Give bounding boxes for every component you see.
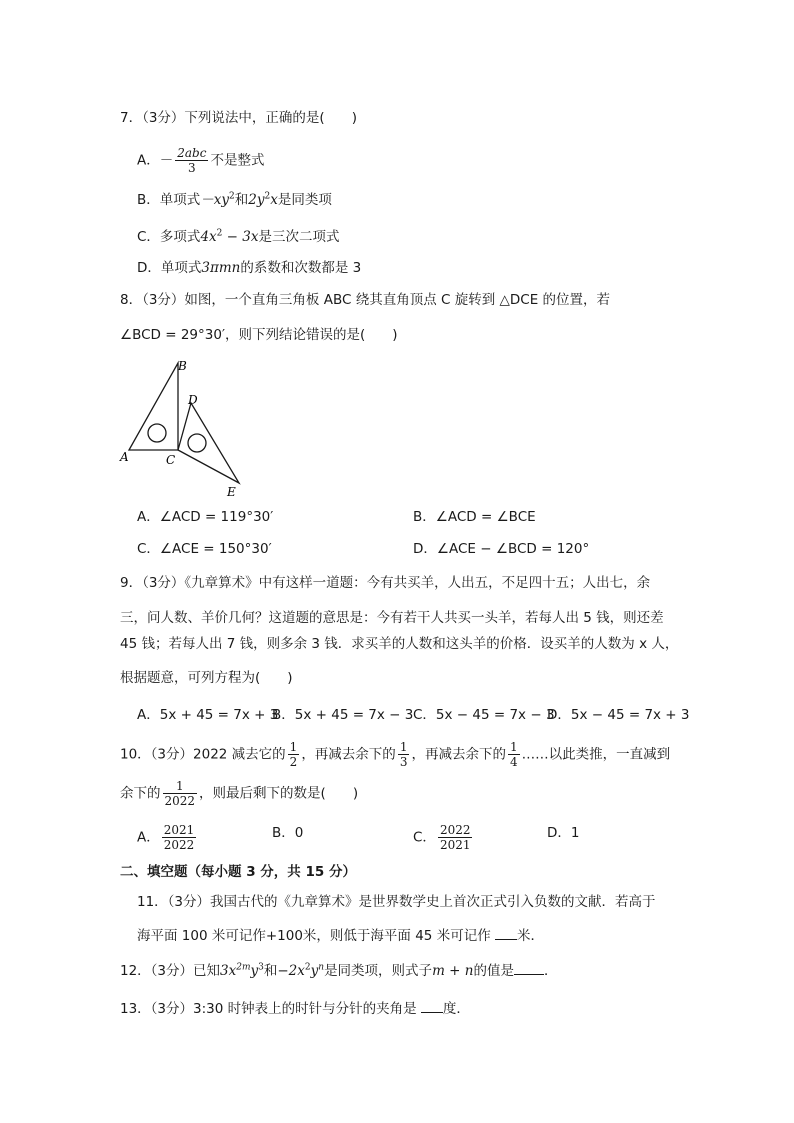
q7-d-text: D．单项式 xyxy=(137,260,202,276)
q7-c-minus: − 3x xyxy=(222,229,259,245)
q10-c-fraction xyxy=(438,823,473,852)
q10-f2-den: 3 xyxy=(399,755,408,769)
q10-text1: 10．（3分）2022 减去它的 xyxy=(120,746,286,763)
q11-answer-blank[interactable] xyxy=(495,925,517,940)
q10-f1-num: 1 xyxy=(289,740,298,754)
q8-stem-line1: 8．（3分）如图，一个直角三角板 ABC 绕其直角顶点 C 旋转到 △DCE 的位置，若 xyxy=(120,292,611,308)
q10-option-c xyxy=(413,823,474,852)
q10-line1 xyxy=(120,740,670,769)
q7-option-d xyxy=(137,258,361,278)
q11-text: 海平面 100 米可记作+100米，则低于海平面 45 米可记作 xyxy=(137,928,491,944)
q8-option-c: C．∠ACE = 150°30′ xyxy=(137,541,272,557)
q10-frac-1-2022 xyxy=(163,779,198,808)
q8-option-a: A．∠ACD = 119°30′ xyxy=(137,509,274,525)
triangle-abc xyxy=(129,363,178,450)
label-b: B xyxy=(178,359,187,373)
q10-option-d: D．1 xyxy=(547,825,580,841)
q7-option-b xyxy=(137,190,332,210)
q7-b-tail: 是同类项 xyxy=(277,192,332,208)
label-a: A xyxy=(120,450,129,464)
q10-text4: ……以此类推，一直减到 xyxy=(521,746,671,763)
q7-a-label: A． xyxy=(137,152,160,169)
q10-text2: ，再减去余下的 xyxy=(301,746,396,763)
q12-expr2-exp: 2 xyxy=(304,962,311,973)
q10-c-label: C． xyxy=(413,829,436,846)
q12-expr2-y: y xyxy=(310,963,319,979)
q12-answer-blank[interactable] xyxy=(514,960,544,975)
q12-expr1-y-exp: 3 xyxy=(258,962,264,973)
q10-c-num: 2022 xyxy=(439,823,471,837)
q10-option-a xyxy=(137,823,198,852)
q12-expr2-y-exp: n xyxy=(318,962,325,973)
q9-line2: 三，问人数、羊价几何？这道题的意思是：今有若干人共买一头羊，若每人出 5 钱，则还差 xyxy=(120,610,664,626)
q10-f3-num: 1 xyxy=(509,740,518,754)
q12-text1: 12．（3分）已知 xyxy=(120,963,221,979)
q13-text1: 13．（3分）3:30 时钟表上的时针与分针的夹角是 xyxy=(120,1001,417,1017)
q10-f4-num: 1 xyxy=(163,779,198,794)
q11-line2 xyxy=(137,925,544,946)
q10-frac-third xyxy=(398,740,410,769)
q7-a-neg: － xyxy=(159,152,174,169)
q7-d-tail: 的系数和次数都是 3 xyxy=(240,260,362,276)
q10-a-den: 2022 xyxy=(163,838,195,852)
q9-line1: 9．（3分）《九章算术》中有这样一道题：今有共买羊，人出五，不足四十五；人出七，余 xyxy=(120,575,651,591)
q12-expr1-exp: 2m xyxy=(236,962,251,973)
q7-a-fraction xyxy=(175,146,208,175)
q7-stem: 7．（3分）下列说法中，正确的是( ) xyxy=(120,110,357,126)
label-d: D xyxy=(188,393,198,407)
q10-frac-quarter xyxy=(508,740,520,769)
q7-b-expr2: 2y xyxy=(248,192,265,208)
q10-text6: ，则最后剩下的数是( ) xyxy=(199,785,359,802)
q11-line1: 11．（3分）我国古代的《九章算术》是世界数学史上首次正式引入负数的文献．若高于 xyxy=(137,894,656,910)
q9-option-d: D．5x − 45 = 7x + 3 xyxy=(547,707,690,723)
q7-c-text: C．多项式 xyxy=(137,229,201,245)
q12-expr1-y: y xyxy=(250,963,259,979)
q12-text2: 是同类项，则式子 xyxy=(324,963,433,979)
section-2-title: 二、填空题（每小题 3 分，共 15 分） xyxy=(120,864,356,880)
q7-b-text: B．单项式 xyxy=(137,192,201,208)
q7-d-expr: 3πmn xyxy=(201,260,241,276)
q12-sum-expr: m + n xyxy=(432,963,474,979)
q13-answer-blank[interactable] xyxy=(421,998,443,1013)
q8-stem-line2: ∠BCD = 29°30′，则下列结论错误的是( ) xyxy=(120,327,398,343)
q10-c-den: 2021 xyxy=(439,838,471,852)
q8-triangle-figure xyxy=(112,355,252,500)
q10-a-label: A． xyxy=(137,829,160,846)
q12-mid: 和 xyxy=(263,963,278,979)
q7-c-tail: 是三次二项式 xyxy=(258,229,340,245)
q7-c-expr: 4x xyxy=(200,229,217,245)
q9-option-b: B．5x + 45 = 7x − 3 xyxy=(272,707,414,723)
q7-b-x: x xyxy=(270,192,278,208)
q10-a-num: 2021 xyxy=(163,823,195,837)
q12-expr2: −2x xyxy=(277,963,305,979)
q10-a-fraction xyxy=(162,823,197,852)
q10-text3: ，再减去余下的 xyxy=(411,746,506,763)
triangle-dce-hole xyxy=(188,434,206,452)
q12-text3: 的值是 xyxy=(473,963,514,979)
q7-b-expr1: －xy xyxy=(200,192,230,208)
q12-text4: ． xyxy=(543,963,558,979)
q10-option-b: B．0 xyxy=(272,825,304,841)
q10-f2-num: 1 xyxy=(399,740,408,754)
q8-option-b: B．∠ACD = ∠BCE xyxy=(413,509,536,525)
label-e: E xyxy=(227,485,236,499)
q10-text5: 余下的 xyxy=(120,785,161,802)
q9-line3: 45 钱；若每人出 7 钱，则多余 3 钱．求买羊的人数和这头羊的价格．设买羊的人数为 x 人， xyxy=(120,636,679,652)
q10-line2 xyxy=(120,779,358,808)
q13-text2: 度． xyxy=(442,1001,470,1017)
q7-b-exp2: 2 xyxy=(264,191,271,202)
q9-line4: 根据题意，可列方程为( ) xyxy=(120,670,293,686)
q9-option-a: A．5x + 45 = 7x + 3 xyxy=(137,707,279,723)
q13-line xyxy=(120,998,470,1019)
q9-option-c: C．5x − 45 = 7x − 3 xyxy=(413,707,555,723)
label-c: C xyxy=(166,453,176,467)
q7-a-den: 3 xyxy=(188,161,196,175)
q7-a-tail: 不是整式 xyxy=(210,152,265,169)
q10-f1-den: 2 xyxy=(289,755,298,769)
triangle-dce xyxy=(178,403,239,483)
q7-b-exp1: 2 xyxy=(229,191,235,202)
q12-line xyxy=(120,960,557,981)
q10-f4-den: 2022 xyxy=(164,794,196,808)
triangle-abc-hole xyxy=(148,424,166,442)
q10-f3-den: 4 xyxy=(509,755,518,769)
q10-frac-half xyxy=(288,740,300,769)
q7-c-exp: 2 xyxy=(216,228,223,239)
q11-unit: 米． xyxy=(517,928,544,944)
q7-a-num: 2abc xyxy=(177,146,207,160)
q8-option-d: D．∠ACE − ∠BCD = 120° xyxy=(413,541,590,557)
q7-b-mid: 和 xyxy=(234,192,249,208)
q7-option-a xyxy=(137,146,264,175)
q7-option-c xyxy=(137,227,339,247)
q12-expr1: 3x xyxy=(220,963,237,979)
